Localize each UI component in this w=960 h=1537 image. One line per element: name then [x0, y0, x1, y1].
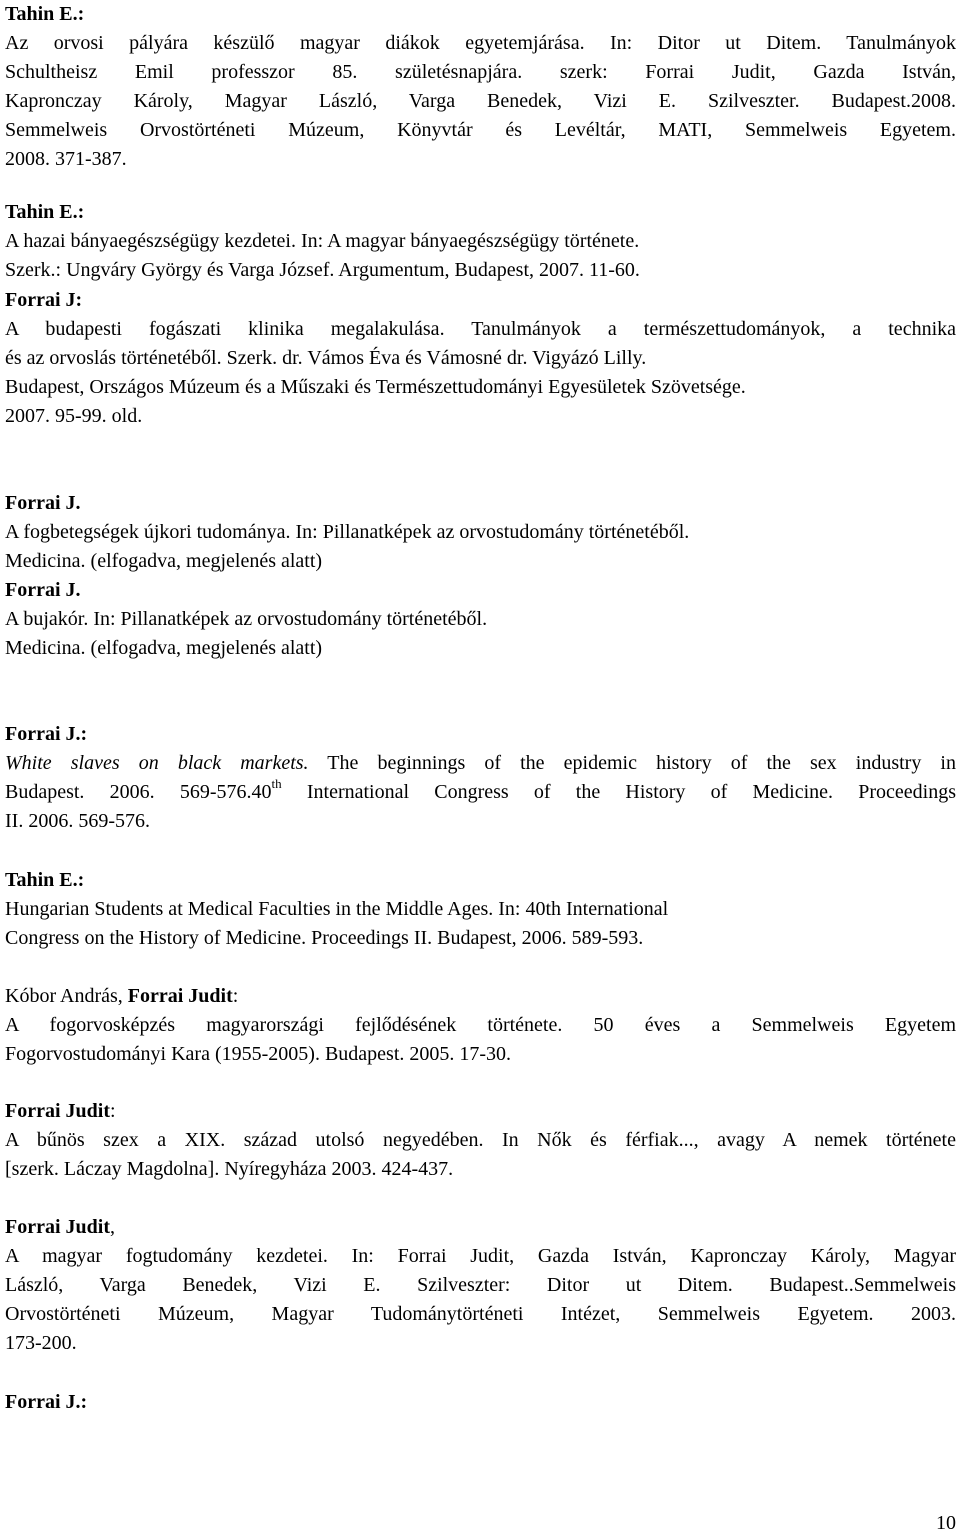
entry-line: A hazai bányaegészségügy kezdetei. In: A magyar bányaegészségügy története. [5, 230, 640, 252]
entry-line: 2008. 371-387. [5, 148, 127, 170]
entry-line: Fogorvostudományi Kara (1955-2005). Budapest. 2005. 17-30. [5, 1043, 512, 1065]
entry-line: Congress on the History of Medicine. Proceedings II. Budapest, 2006. 589-593. [5, 927, 644, 949]
entry-author-name: Forrai Judit [5, 1216, 110, 1238]
entry-line: A budapesti fogászati klinika megalakulása. Tanulmányok a természettudományok, a technika [5, 318, 956, 340]
entry-author-punct: , [110, 1216, 115, 1238]
entry-author: Tahin E.: [5, 3, 85, 25]
entry-author [5, 1097, 956, 1126]
entry-author: Forrai J. [5, 492, 81, 514]
entry-author-punct: : [232, 985, 239, 1007]
entry-line: II. 2006. 569-576. [5, 810, 150, 832]
bibliography-entry [5, 576, 956, 663]
entry-line: 173-200. [5, 1332, 77, 1354]
entry-line: A bujakór. In: Pillanatképek az orvostudomány történetéből. [5, 608, 488, 630]
entry-author-name: Forrai Judit [127, 985, 233, 1007]
entry-line: Szerk.: Ungváry György és Varga József. Argumentum, Budapest, 2007. 11-60. [5, 259, 640, 281]
bibliography-entry [5, 1388, 956, 1417]
entry-text: International Congress of the History of Medicine. Proceedings [281, 781, 957, 803]
entry-line: A fogbetegségek újkori tudománya. In: Pillanatképek az orvostudomány történetéből. [5, 521, 690, 543]
ordinal-superscript: th [271, 776, 282, 792]
entry-italic-title: White slaves on black markets. [5, 752, 309, 774]
entry-line: Medicina. (elfogadva, megjelenés alatt) [5, 637, 323, 659]
entry-line: Hungarian Students at Medical Faculties in the Middle Ages. In: 40th International [5, 898, 669, 920]
entry-line: Budapest, Országos Múzeum és a Műszaki és Természettudományi Egyesületek Szövetsége. [5, 376, 746, 398]
entry-line: A magyar fogtudomány kezdetei. In: Forrai Judit, Gazda István, Kapronczay Károly, Magyar [5, 1245, 956, 1267]
entry-author [5, 982, 956, 1011]
entry-author: Tahin E.: [5, 869, 85, 891]
bibliography-entry [5, 198, 956, 285]
entry-author [5, 1213, 956, 1242]
entry-line: Kapronczay Károly, Magyar László, Varga Benedek, Vizi E. Szilveszter. Budapest.2008. [5, 90, 956, 112]
bibliography-entry [5, 489, 956, 576]
bibliography-entry [5, 1213, 956, 1358]
entry-line [5, 778, 956, 807]
entry-line: Schultheisz Emil professzor 85. születésnapjára. szerk: Forrai Judit, Gazda István, [5, 61, 956, 83]
entry-line: A fogorvosképzés magyarországi fejlődésének története. 50 éves a Semmelweis Egyetem [5, 1014, 956, 1036]
entry-line: 2007. 95-99. old. [5, 405, 143, 427]
entry-author: Tahin E.: [5, 201, 85, 223]
entry-line: Az orvosi pályára készülő magyar diákok egyetemjárása. In: Ditor ut Ditem. Tanulmányok [5, 32, 956, 54]
entry-coauthor: Kóbor András, [5, 985, 128, 1007]
entry-line: Semmelweis Orvostörténeti Múzeum, Könyvtár és Levéltár, MATI, Semmelweis Egyetem. [5, 119, 956, 141]
entry-line: [szerk. Láczay Magdolna]. Nyíregyháza 2003. 424-437. [5, 1158, 454, 1180]
entry-line: Orvostörténeti Múzeum, Magyar Tudománytörténeti Intézet, Semmelweis Egyetem. 2003. [5, 1303, 956, 1325]
entry-line [5, 749, 956, 778]
entry-text: The beginnings of the epidemic history of the sex industry in [308, 752, 956, 774]
bibliography-entry [5, 866, 956, 953]
entry-author-punct: : [110, 1100, 116, 1122]
entry-text: Budapest. 2006. 569-576.40 [5, 781, 272, 803]
entry-author: Forrai J. [5, 579, 81, 601]
entry-line: Medicina. (elfogadva, megjelenés alatt) [5, 550, 323, 572]
page-number: 10 [936, 1512, 956, 1534]
entry-author: Forrai J.: [5, 1391, 88, 1413]
entry-author: Forrai J: [5, 289, 83, 311]
bibliography-entry [5, 0, 956, 174]
bibliography-entry [5, 720, 956, 836]
entry-line: László, Varga Benedek, Vizi E. Szilveszter: Ditor ut Ditem. Budapest..Semmelweis [5, 1274, 956, 1296]
bibliography-entry [5, 1097, 956, 1184]
entry-line: A bűnös szex a XIX. század utolsó negyedében. In Nők és férfiak..., avagy A nemek története [5, 1129, 956, 1151]
bibliography-entry [5, 286, 956, 431]
entry-line: és az orvoslás történetéből. Szerk. dr. Vámos Éva és Vámosné dr. Vigyázó Lilly. [5, 347, 647, 369]
entry-author: Forrai J.: [5, 723, 88, 745]
bibliography-entry [5, 982, 956, 1069]
entry-author-name: Forrai Judit [5, 1100, 110, 1122]
